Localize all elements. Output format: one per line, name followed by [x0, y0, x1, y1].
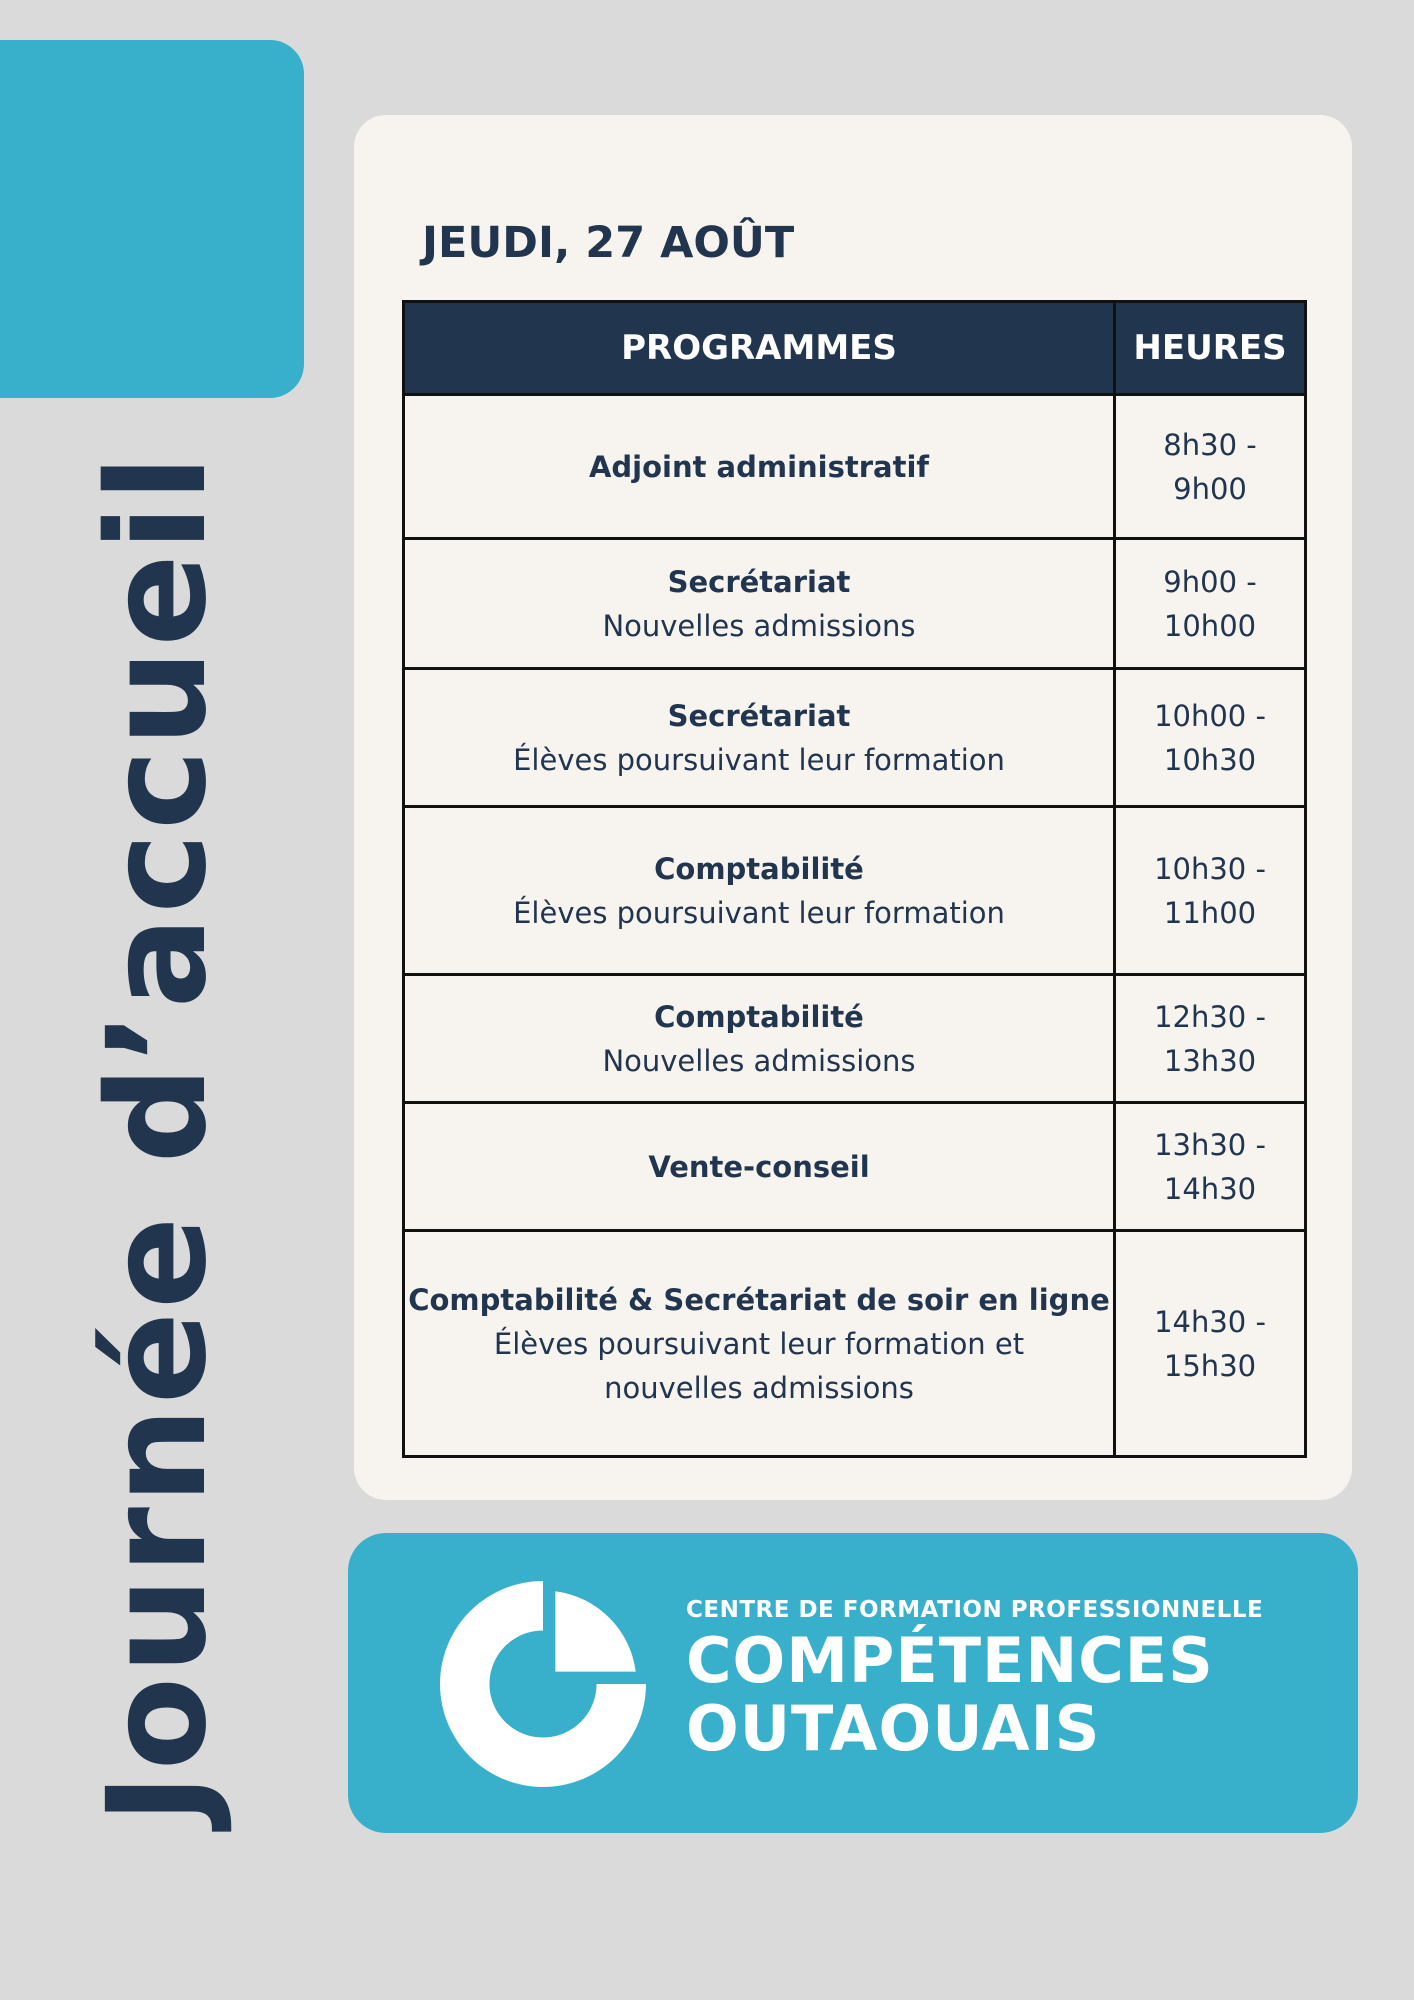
program-cell: [404, 539, 1115, 669]
time-cell: [1115, 1231, 1306, 1457]
program-cell: [404, 1231, 1115, 1457]
event-date: JEUDI, 27 AOÛT: [422, 218, 795, 268]
time-end: 15h30: [1163, 1348, 1257, 1383]
program-cell: [404, 669, 1115, 807]
table-row: [404, 395, 1306, 539]
table-row: [404, 1103, 1306, 1231]
program-cell: [404, 975, 1115, 1103]
logo-banner: [348, 1533, 1358, 1833]
table-row: [404, 539, 1306, 669]
program-name: Comptabilité & Secrétariat de soir en ligne: [408, 1282, 1110, 1317]
time-end: 10h30: [1163, 742, 1257, 777]
time-cell: [1115, 539, 1306, 669]
program-name: Secrétariat: [667, 564, 851, 599]
cfp-circle-logo-icon: [440, 1581, 646, 1787]
time-start: 10h30 -: [1154, 851, 1266, 886]
table-row: [404, 807, 1306, 975]
table-row: [404, 975, 1306, 1103]
decorative-teal-block: [0, 40, 304, 398]
table-header-row: [404, 302, 1306, 395]
schedule-table: [402, 300, 1307, 1458]
logo-subtitle: CENTRE DE FORMATION PROFESSIONNELLE: [686, 1597, 1264, 1623]
time-end: 11h00: [1163, 895, 1257, 930]
time-end: 9h00: [1173, 471, 1247, 506]
logo-name-line2: OUTAOUAIS: [686, 1692, 1101, 1765]
time-end: 14h30: [1163, 1171, 1257, 1206]
time-start: 10h00 -: [1154, 698, 1266, 733]
program-audience: Nouvelles admissions: [602, 1043, 916, 1078]
program-cell: [404, 807, 1115, 975]
program-cell: [404, 1103, 1115, 1231]
time-cell: [1115, 975, 1306, 1103]
program-audience: Élèves poursuivant leur formation et nouvelles admissions: [493, 1326, 1025, 1405]
time-start: 12h30 -: [1154, 999, 1266, 1034]
time-cell: [1115, 669, 1306, 807]
program-name: Comptabilité: [654, 851, 864, 886]
time-start: 14h30 -: [1154, 1304, 1266, 1339]
column-header-heures: HEURES: [1115, 302, 1306, 395]
program-name: Secrétariat: [667, 698, 851, 733]
time-cell: [1115, 1103, 1306, 1231]
table-row: [404, 1231, 1306, 1457]
program-cell: [404, 395, 1115, 539]
logo-wordmark: [686, 1595, 1264, 1765]
logo-name-line1: COMPÉTENCES: [686, 1624, 1214, 1697]
program-audience: Élèves poursuivant leur formation: [513, 895, 1005, 930]
table-row: [404, 669, 1306, 807]
time-end: 13h30: [1163, 1043, 1257, 1078]
schedule-body: [404, 395, 1306, 1457]
time-start: 9h00 -: [1163, 564, 1257, 599]
time-end: 10h00: [1163, 608, 1257, 643]
program-name: Comptabilité: [654, 999, 864, 1034]
poster-title: Journée d’accueil: [79, 452, 237, 1824]
program-name: Vente-conseil: [648, 1149, 870, 1184]
program-name: Adjoint administratif: [588, 449, 930, 484]
column-header-programmes: PROGRAMMES: [404, 302, 1115, 395]
time-start: 13h30 -: [1154, 1127, 1266, 1162]
time-cell: [1115, 395, 1306, 539]
program-audience: Nouvelles admissions: [602, 608, 916, 643]
time-start: 8h30 -: [1163, 427, 1257, 462]
time-cell: [1115, 807, 1306, 975]
program-audience: Élèves poursuivant leur formation: [513, 742, 1005, 777]
